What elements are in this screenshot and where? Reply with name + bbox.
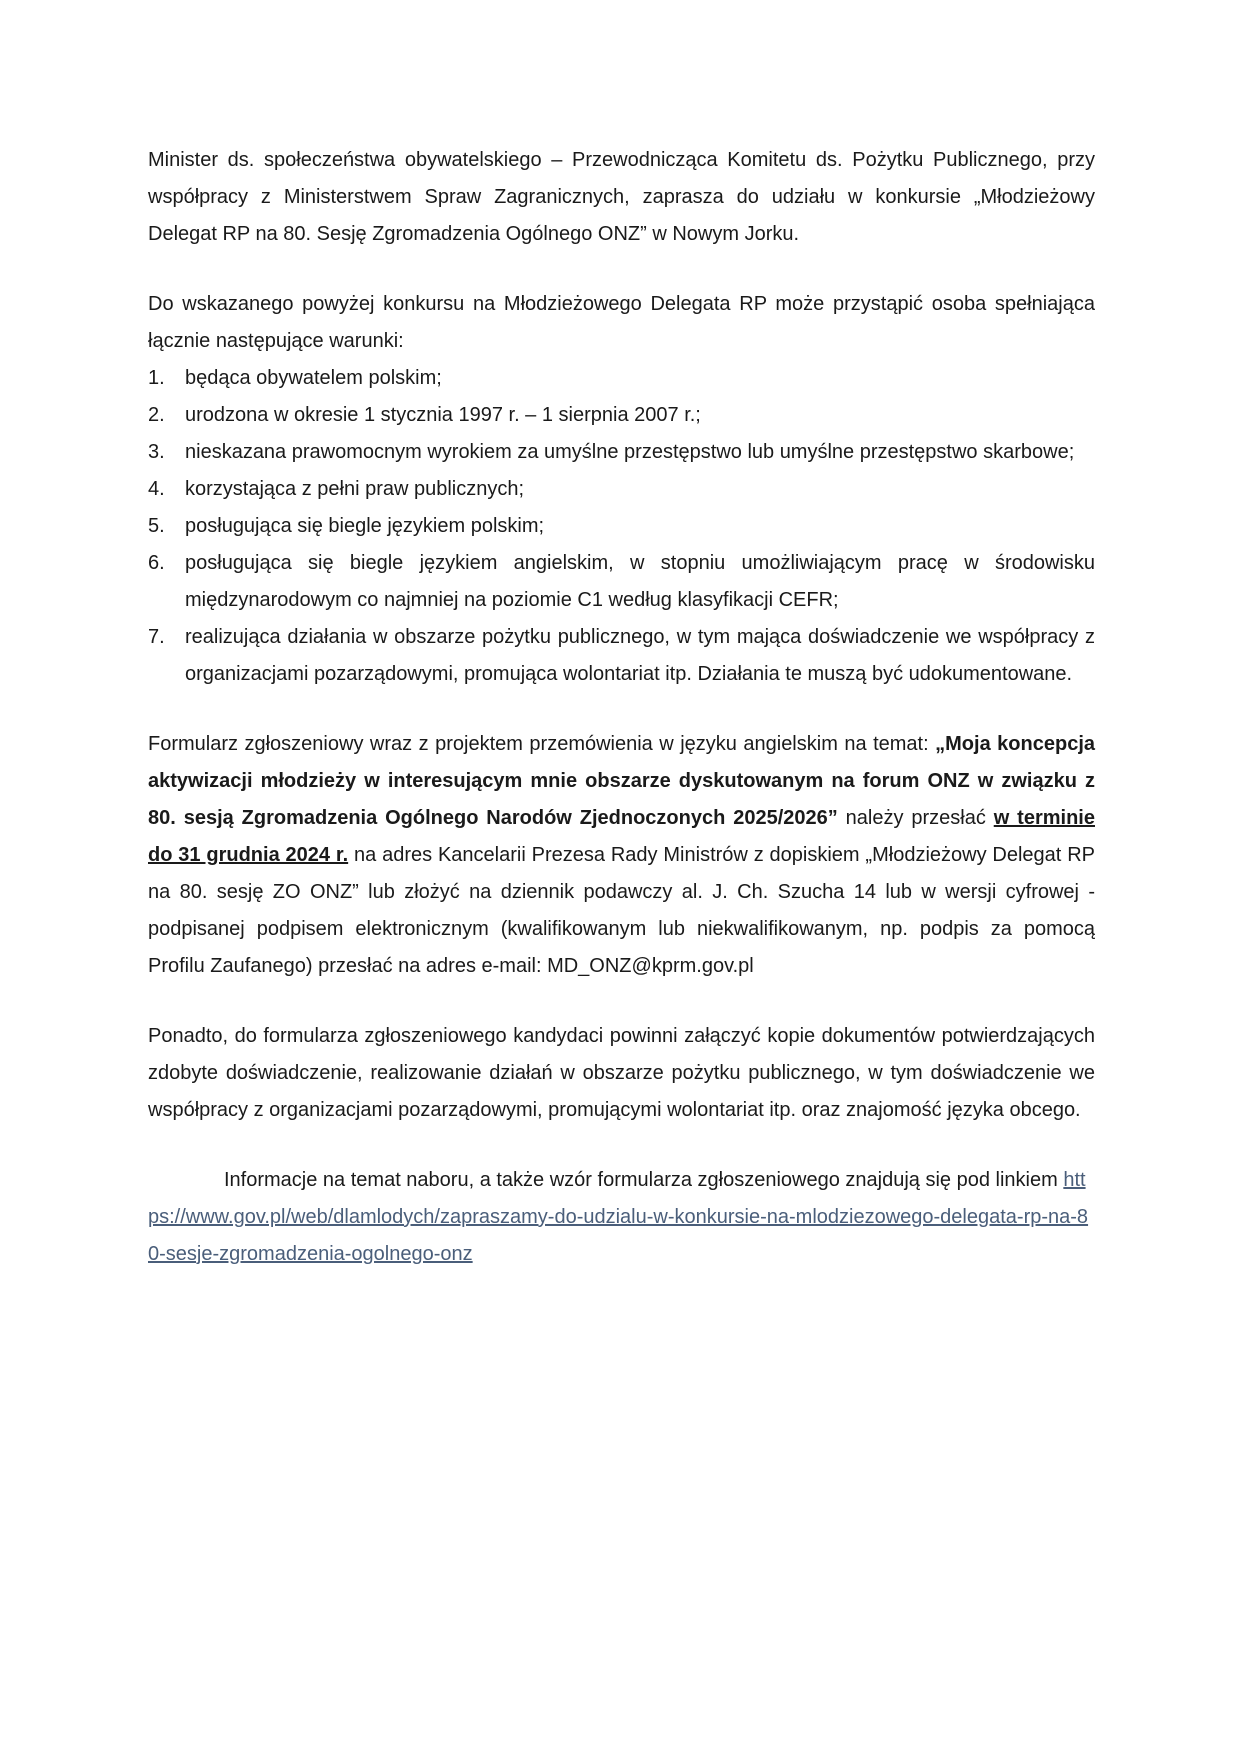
list-item — [148, 471, 1095, 508]
form-topic: „Moja koncepcja aktywizacji młodzieży w interesującym mnie obszarze dyskutowanym na forum ONZ w związku z 80. sesją Zgromadzenia Ogólnego Narodów Zjednoczonych 2025/2026” — [148, 733, 1096, 829]
list-item-text: posługująca się biegle językiem polskim; — [185, 515, 545, 537]
list-item-text: realizująca działania w obszarze pożytku publicznego, w tym mająca doświadczenie we współpracy z organizacjami pozarządowymi, promująca wolontariat itp. Działania te muszą być udokumentowane. — [185, 626, 1095, 685]
list-item-number: 7. — [148, 626, 165, 648]
list-item — [148, 434, 1095, 471]
list-item-text: będąca obywatelem polskim; — [185, 367, 442, 389]
form-rest: na adres Kancelarii Prezesa Rady Ministrów z dopiskiem „Młodzieżowy Delegat RP na 80. sesję ZO ONZ” lub złożyć na dziennik podawczy al. J. Ch. Szucha 14 lub w wersji cyfrowej - podpisanej podpisem elektronicznym (kwalifikowanym lub niekwalifikowanym, np. podpis za pomocą Profilu Zaufanego) przesłać na adres e-mail: MD_ONZ@kprm.gov.pl — [148, 844, 1095, 977]
form-lead: Formularz zgłoszeniowy wraz z projektem przemówienia w języku angielskim na temat: — [148, 733, 936, 755]
conditions-intro: Do wskazanego powyżej konkursu na Młodzieżowego Delegata RP może przystąpić osoba spełniająca łącznie następujące warunki: — [148, 293, 1095, 352]
list-item — [148, 508, 1095, 545]
recruitment-link[interactable]: https://www.gov.pl/web/dlamlodych/zapraszamy-do-udzialu-w-konkursie-na-mlodziezowego-delegata-rp-na-80-sesje-zgromadzenia-ogolnego-onz — [148, 1169, 1089, 1265]
list-item-text: korzystająca z pełni praw publicznych; — [185, 478, 525, 500]
form-paragraph — [148, 726, 1095, 985]
list-item-number: 5. — [148, 515, 165, 537]
info-text: Informacje na temat naboru, a także wzór formularza zgłoszeniowego znajdują się pod linkiem — [224, 1169, 1064, 1191]
conditions-list — [148, 360, 1095, 693]
list-item-number: 3. — [148, 441, 165, 463]
form-middle: należy przesłać — [837, 807, 994, 829]
info-paragraph — [148, 1162, 1095, 1273]
list-item — [148, 360, 1095, 397]
list-item — [148, 619, 1095, 693]
list-item-text: nieskazana prawomocnym wyrokiem za umyślne przestępstwo lub umyślne przestępstwo skarbowe; — [185, 441, 1075, 463]
list-item-number: 2. — [148, 404, 165, 426]
list-item-text: posługująca się biegle językiem angielskim, w stopniu umożliwiającym pracę w środowisku międzynarodowym co najmniej na poziomie C1 według klasyfikacji CEFR; — [185, 552, 1095, 611]
list-item — [148, 545, 1095, 619]
form-deadline: w terminie do 31 grudnia 2024 r. — [148, 807, 1095, 866]
list-item — [148, 397, 1095, 434]
list-item-number: 4. — [148, 478, 165, 500]
attachments-paragraph: Ponadto, do formularza zgłoszeniowego kandydaci powinni załączyć kopie dokumentów potwierdzających zdobyte doświadczenie, realizowanie działań w obszarze pożytku publicznego, w tym doświadczenie we współpracy z organizacjami pozarządowymi, promującymi wolontariat itp. oraz znajomość języka obcego. — [148, 1025, 1095, 1121]
list-item-number: 6. — [148, 552, 165, 574]
list-item-number: 1. — [148, 367, 165, 389]
list-item-text: urodzona w okresie 1 stycznia 1997 r. – 1 sierpnia 2007 r.; — [185, 404, 701, 426]
intro-paragraph: Minister ds. społeczeństwa obywatelskiego – Przewodnicząca Komitetu ds. Pożytku Publicznego, przy współpracy z Ministerstwem Spraw Zagranicznych, zaprasza do udziału w konkursie „Młodzieżowy Delegat RP na 80. Sesję Zgromadzenia Ogólnego ONZ” w Nowym Jorku. — [148, 149, 1095, 245]
